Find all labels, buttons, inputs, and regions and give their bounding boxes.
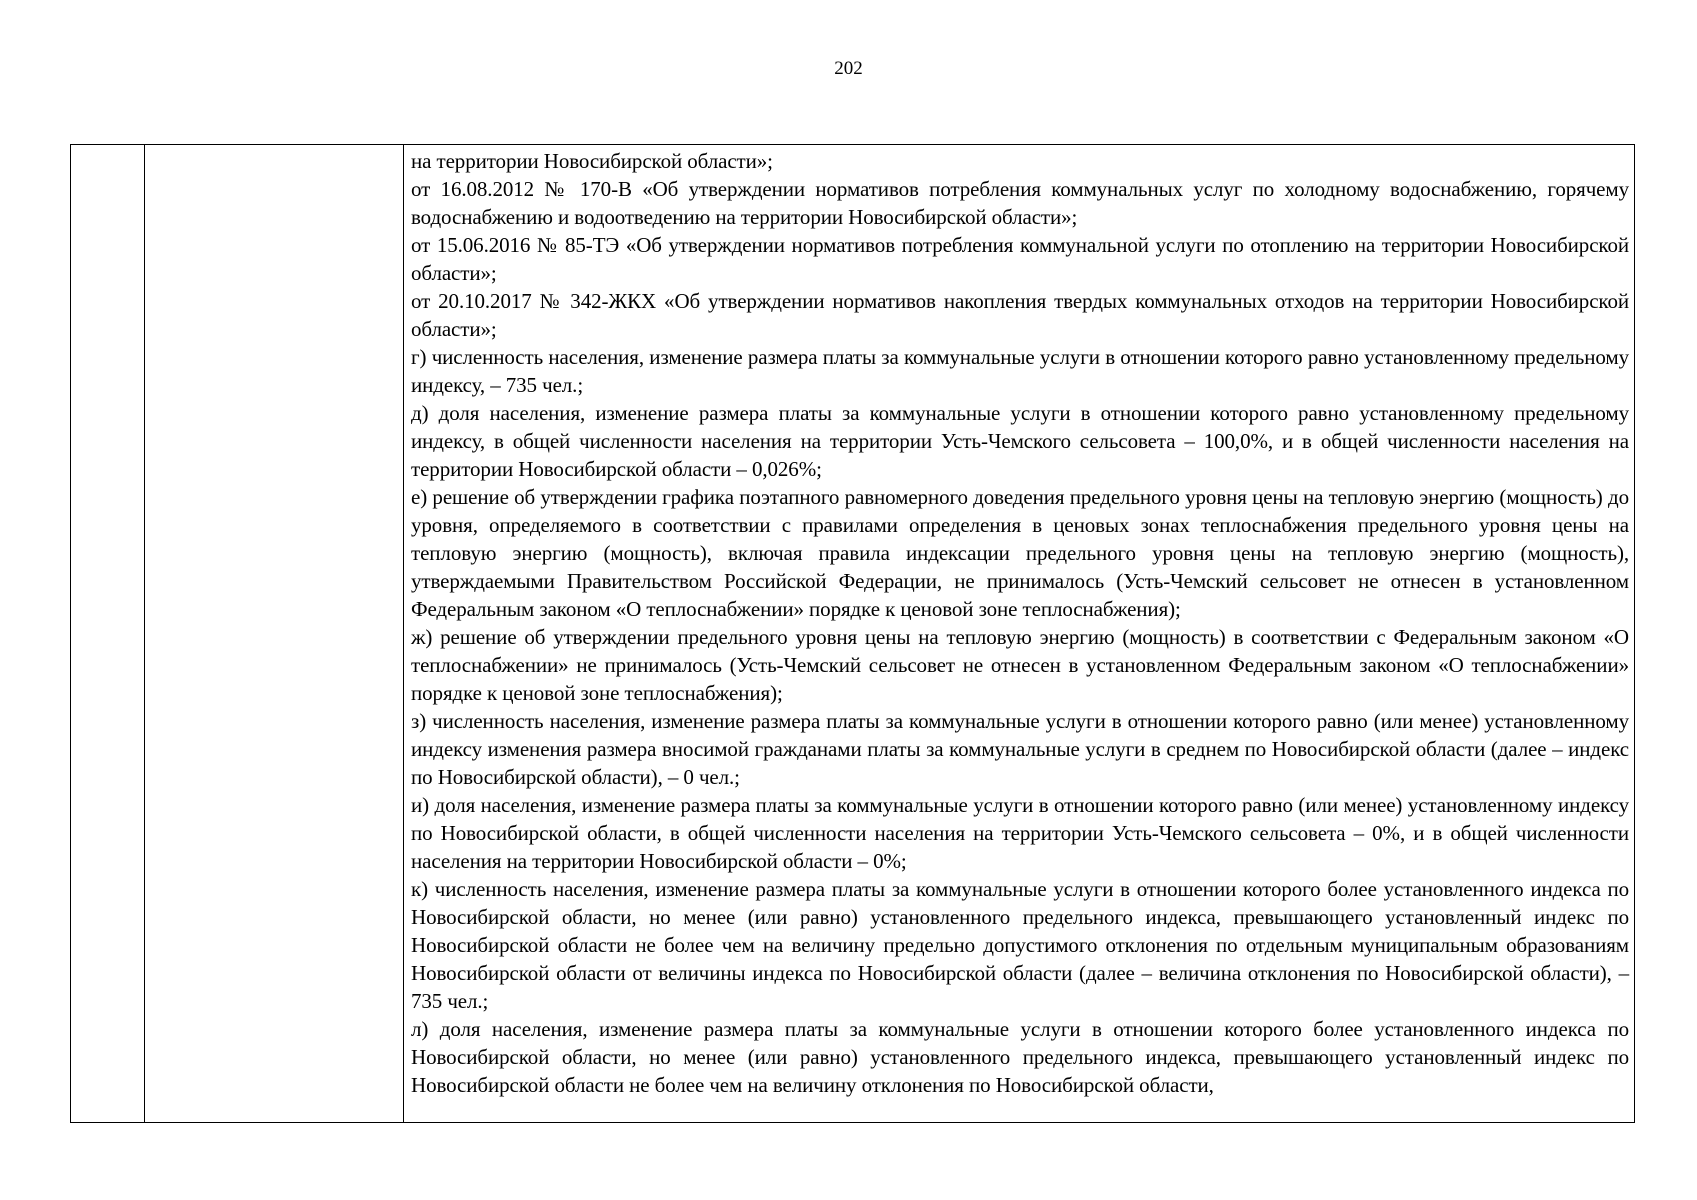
paragraph-item-d: д) доля населения, изменение размера платы за коммунальные услуги в отношении которого равно установленному предельному индексу, в общей численности населения на территории Усть-Чемского сельсовета – 100,0%, и в общей численности населения на территории Новосибирской области – 0,026%;: [411, 401, 1629, 481]
paragraph-item-zh: ж) решение об утверждении предельного уровня цены на тепловую энергию (мощность) в соответствии с Федеральным законом «О теплоснабжении» не принималось (Усть-Чемский сельсовет не отнесен в установленном Федеральным законом «О теплоснабжении» порядке к ценовой зоне теплоснабжения);: [411, 625, 1629, 705]
document-table: [70, 144, 1635, 1123]
paragraph-item-k: к) численность населения, изменение размера платы за коммунальные услуги в отношении которого более установленного индекса по Новосибирской области, но менее (или равно) установленного предельного индекса, превышающего установленный индекс по Новосибирской области не более чем на величину предельно допустимого отклонения по отдельным муниципальным образованиям Новосибирской области от величины индекса по Новосибирской области (далее – величина отклонения по Новосибирской области), – 735 чел.;: [411, 877, 1629, 1013]
table-column-name: [145, 145, 404, 1122]
paragraph-region-continuation: на территории Новосибирской области»;: [411, 149, 773, 173]
table-column-number: [71, 145, 145, 1122]
paragraph-item-z: з) численность населения, изменение размера платы за коммунальные услуги в отношении которого равно (или менее) установленному индексу изменения размера вносимой гражданами платы за коммунальные услуги в среднем по Новосибирской области (далее – индекс по Новосибирской области), – 0 чел.;: [411, 709, 1629, 789]
paragraph-item-l: л) доля населения, изменение размера платы за коммунальные услуги в отношении которого более установленного индекса по Новосибирской области, но менее (или равно) установленного предельного индекса, превышающего установленный индекс по Новосибирской области не более чем на величину отклонения по Новосибирской области,: [411, 1017, 1629, 1097]
paragraph-decree-342-zhkh: от 20.10.2017 № 342-ЖКХ «Об утверждении нормативов накопления твердых коммунальных отходов на территории Новосибирской области»;: [411, 289, 1629, 341]
page-number: 202: [834, 58, 863, 79]
paragraph-decree-85-te: от 15.06.2016 № 85-ТЭ «Об утверждении нормативов потребления коммунальной услуги по отоплению на территории Новосибирской области»;: [411, 233, 1629, 285]
paragraph-item-i: и) доля населения, изменение размера платы за коммунальные услуги в отношении которого равно (или менее) установленному индексу по Новосибирской области, в общей численности населения на территории Усть-Чемского сельсовета – 0%, и в общей численности населения на территории Новосибирской области – 0%;: [411, 793, 1629, 873]
paragraph-decree-170-v: от 16.08.2012 № 170-В «Об утверждении нормативов потребления коммунальных услуг по холодному водоснабжению, горячему водоснабжению и водоотведению на территории Новосибирской области»;: [411, 177, 1629, 229]
paragraph-item-g: г) численность населения, изменение размера платы за коммунальные услуги в отношении которого равно установленному предельному индексу, – 735 чел.;: [411, 345, 1629, 397]
table-column-content: [404, 145, 1634, 1122]
paragraph-item-e: е) решение об утверждении графика поэтапного равномерного доведения предельного уровня цены на тепловую энергию (мощность) до уровня, определяемого в соответствии с правилами определения в ценовых зонах теплоснабжения предельного уровня цены на тепловую энергию (мощность), включая правила индексации предельного уровня цены на тепловую энергию (мощность), утверждаемыми Правительством Российской Федерации, не принималось (Усть-Чемский сельсовет не отнесен в установленном Федеральным законом «О теплоснабжении» порядке к ценовой зоне теплоснабжения);: [411, 485, 1629, 621]
